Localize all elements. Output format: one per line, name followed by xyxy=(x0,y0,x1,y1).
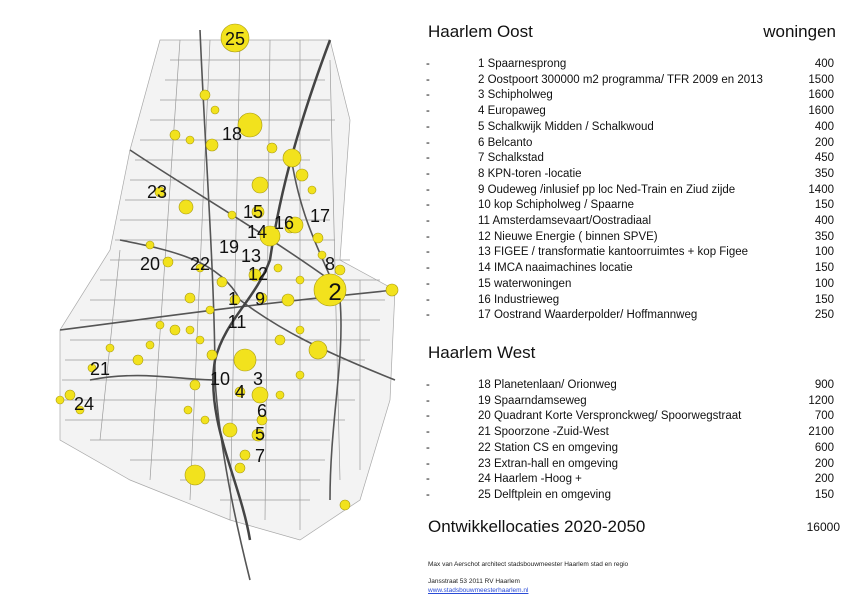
legend-row xyxy=(420,119,838,135)
location-name: 17 Oostrand Waarderpolder/ Hoffmannweg xyxy=(478,309,698,322)
address-line: Jansstraat 53 2011 RV Haarlem xyxy=(428,578,520,585)
location-name: 3 Schipholweg xyxy=(478,89,553,102)
housing-count: 450 xyxy=(814,152,834,165)
location-name: 18 Planetenlaan/ Orionweg xyxy=(478,379,617,391)
location-name: 23 Extran-hall en omgeving xyxy=(478,457,618,470)
housing-count: 400 xyxy=(814,58,834,70)
header-haarlem-oost: Haarlem Oost xyxy=(428,22,533,41)
map-label-20: 20 xyxy=(139,254,161,274)
row-dash: - xyxy=(426,215,430,227)
map-label-15: 15 xyxy=(242,202,264,222)
legend-row xyxy=(420,393,838,409)
row-dash: - xyxy=(426,89,430,102)
row-dash: - xyxy=(426,394,430,407)
housing-count: 1400 xyxy=(808,183,834,196)
legend-row xyxy=(420,260,838,276)
map-label-24: 24 xyxy=(73,394,95,414)
housing-count: 900 xyxy=(814,379,834,391)
housing-count: 1200 xyxy=(808,394,834,407)
row-dash: - xyxy=(426,152,430,165)
location-name: 2 Oostpoort 300000 m2 programma/ TFR 2009 en 2013 xyxy=(478,73,763,86)
legend-row xyxy=(420,424,838,440)
map-label-4: 4 xyxy=(234,382,246,402)
housing-count: 200 xyxy=(814,473,834,486)
map-label-2: 2 xyxy=(328,279,342,306)
website-line xyxy=(428,587,528,594)
row-dash: - xyxy=(426,262,430,275)
row-dash: - xyxy=(426,293,430,306)
legend-row xyxy=(420,103,838,119)
housing-count: 200 xyxy=(814,457,834,470)
location-name: 6 Belcanto xyxy=(478,136,533,149)
housing-count: 1600 xyxy=(808,89,834,102)
map-label-22: 22 xyxy=(189,254,211,274)
row-dash: - xyxy=(426,246,430,259)
row-dash: - xyxy=(426,199,430,212)
row-dash: - xyxy=(426,105,430,118)
housing-count: 100 xyxy=(814,277,834,290)
location-name: 10 kop Schipholweg / Spaarne xyxy=(478,199,634,212)
location-name: 21 Spoorzone -Zuid-West xyxy=(478,426,609,439)
legend-row xyxy=(420,292,838,308)
location-name: 5 Schalkwijk Midden / Schalkwoud xyxy=(478,120,654,133)
total-value: 16000 xyxy=(806,520,840,534)
legend-row xyxy=(420,135,838,151)
row-dash: - xyxy=(426,426,430,439)
location-name: 16 Industrieweg xyxy=(478,293,560,306)
total-label: Ontwikkellocaties 2020-2050 xyxy=(428,517,646,536)
row-dash: - xyxy=(426,183,430,196)
housing-count: 400 xyxy=(814,215,834,227)
row-dash: - xyxy=(426,120,430,133)
map-label-17: 17 xyxy=(309,206,331,226)
row-dash: - xyxy=(426,379,430,391)
row-dash: - xyxy=(426,457,430,470)
location-name: 20 Quadrant Korte Verspronckweg/ Spoorwegstraat xyxy=(478,410,742,423)
map-label-11: 11 xyxy=(227,312,247,332)
row-dash: - xyxy=(426,277,430,290)
housing-count: 200 xyxy=(814,136,834,149)
map-label-18: 18 xyxy=(221,124,243,144)
legend-row xyxy=(420,377,838,393)
location-name: 22 Station CS en omgeving xyxy=(478,441,619,454)
location-name: 1 Spaarnesprong xyxy=(478,58,567,70)
map-label-12: 12 xyxy=(247,264,269,284)
housing-count: 150 xyxy=(814,293,834,306)
legend-row xyxy=(420,440,838,456)
location-name: 12 Nieuwe Energie ( binnen SPVE) xyxy=(478,230,658,243)
website-link[interactable]: www.stadsbouwmeesterhaarlem.nl xyxy=(428,587,529,594)
housing-count: 150 xyxy=(814,262,834,275)
location-name: 24 Haarlem -Hoog + xyxy=(478,473,582,486)
legend-row xyxy=(420,229,838,245)
location-name: 15 waterwoningen xyxy=(478,277,572,290)
map-label-1: 1 xyxy=(227,289,239,309)
housing-count: 2100 xyxy=(808,426,834,439)
legend-row xyxy=(420,276,838,292)
housing-count: 250 xyxy=(814,309,834,322)
row-dash: - xyxy=(426,309,430,322)
housing-count: 350 xyxy=(814,230,834,243)
city-map xyxy=(0,0,420,602)
legend-row xyxy=(420,213,838,229)
location-name: 8 KPN-toren -locatie xyxy=(478,167,582,180)
map-label-10: 10 xyxy=(209,369,231,389)
legend-row xyxy=(420,56,838,72)
housing-count: 400 xyxy=(814,120,834,133)
map-label-19: 19 xyxy=(218,237,240,257)
legend-row xyxy=(420,487,838,503)
row-dash: - xyxy=(426,230,430,243)
location-name: 4 Europaweg xyxy=(478,105,546,118)
header-woningen: woningen xyxy=(763,22,836,41)
location-name: 9 Oudeweg /inlusief pp loc Ned-Train en Ziud zijde xyxy=(478,183,736,196)
legend-row xyxy=(420,87,838,103)
map-label-16: 16 xyxy=(273,213,295,233)
legend-row xyxy=(420,307,838,323)
map-label-21: 21 xyxy=(89,359,111,379)
location-name: 11 Amsterdamsevaart/Oostradiaal xyxy=(478,215,652,227)
credit-line: Max van Aerschot architect stadsbouwmeester Haarlem stad en regio xyxy=(428,561,629,568)
map-label-6: 6 xyxy=(256,401,268,421)
row-dash: - xyxy=(426,473,430,486)
legend-row xyxy=(420,150,838,166)
map-label-8: 8 xyxy=(324,254,336,274)
location-name: 14 IMCA naaimachines locatie xyxy=(478,262,633,275)
legend-row xyxy=(420,72,838,88)
row-dash: - xyxy=(426,58,430,70)
legend-row xyxy=(420,408,838,424)
map-label-14: 14 xyxy=(246,222,268,242)
legend-row xyxy=(420,244,838,260)
map-label-9: 9 xyxy=(254,289,266,309)
location-name: 25 Delftplein en omgeving xyxy=(478,488,611,501)
housing-count: 700 xyxy=(814,410,834,423)
header-haarlem-west: Haarlem West xyxy=(428,343,536,362)
legend-row xyxy=(420,166,838,182)
housing-count: 1600 xyxy=(808,105,834,118)
map-label-13: 13 xyxy=(240,246,262,266)
location-name: 19 Spaarndamseweg xyxy=(478,394,587,407)
map-label-7: 7 xyxy=(254,446,266,466)
row-dash: - xyxy=(426,136,430,149)
row-dash: - xyxy=(426,410,430,423)
map-label-5: 5 xyxy=(254,424,266,444)
map-label-3: 3 xyxy=(252,369,264,389)
legend-row xyxy=(420,182,838,198)
housing-count: 600 xyxy=(814,441,834,454)
housing-count: 150 xyxy=(814,199,834,212)
row-dash: - xyxy=(426,73,430,86)
row-dash: - xyxy=(426,488,430,501)
legend-row xyxy=(420,471,838,487)
row-dash: - xyxy=(426,441,430,454)
legend-row xyxy=(420,197,838,213)
legend-panel xyxy=(420,0,850,602)
housing-count: 100 xyxy=(814,246,834,259)
housing-count: 150 xyxy=(814,488,834,501)
map-label-25: 25 xyxy=(224,29,246,49)
legend-row xyxy=(420,456,838,472)
row-dash: - xyxy=(426,167,430,180)
housing-count: 350 xyxy=(814,167,834,180)
location-name: 7 Schalkstad xyxy=(478,152,544,165)
location-name: 13 FIGEE / transformatie kantoorruimtes + kop Figee xyxy=(478,246,749,259)
housing-count: 1500 xyxy=(808,73,834,86)
map-label-23: 23 xyxy=(146,182,168,202)
